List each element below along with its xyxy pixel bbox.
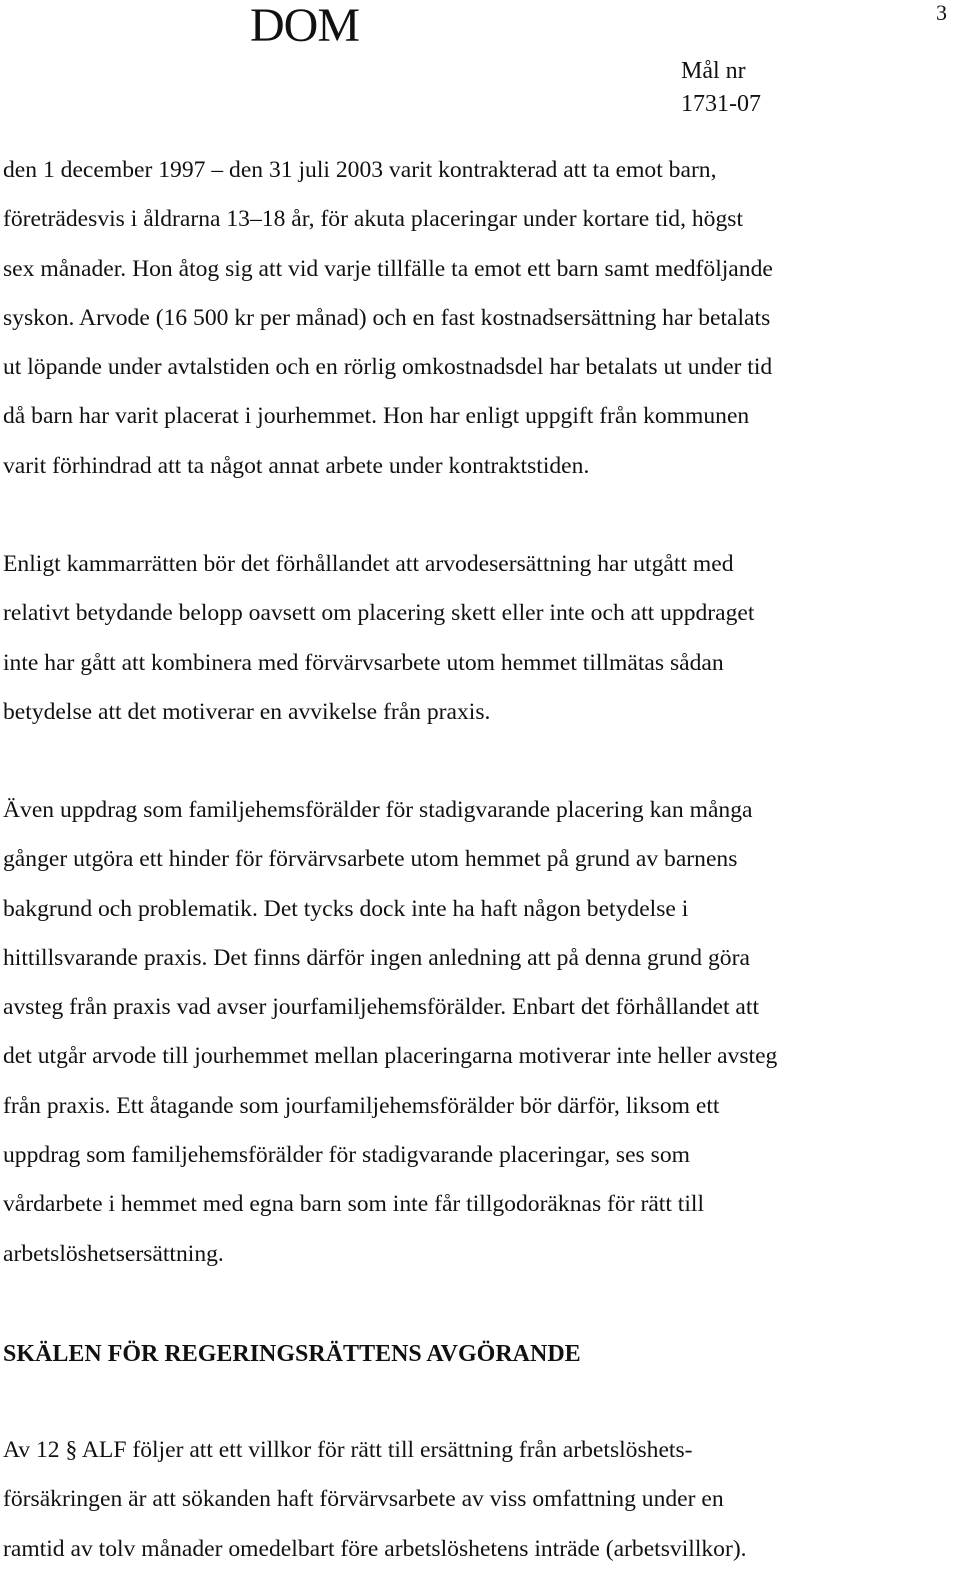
paragraph-contract-details [3,146,948,491]
text-line: ramtid av tolv månader omedelbart före arbetslöshetens inträde (arbetsvillkor). [3,1535,747,1562]
text-line: relativt betydande belopp oavsett om placering skett eller inte och att uppdraget [3,600,755,627]
text-line: företrädesvis i åldrarna 13–18 år, för akuta placeringar under kortare tid, högst [3,206,744,233]
text-line: ut löpande under avtalstiden och en rörlig omkostnadsdel har betalats ut under tid [3,354,773,381]
text-line: Av 12 § ALF följer att ett villkor för rätt till ersättning från arbetslöshets- [3,1437,693,1463]
paragraph-foster-parent-assignment [3,786,948,1279]
text-line: betydelse att det motiverar en avvikelse från praxis. [3,698,491,725]
text-line: den 1 december 1997 – den 31 juli 2003 varit kontrakterad att ta emot barn, [3,157,717,183]
page-number: 3 [936,0,947,25]
section-heading: SKÄLEN FÖR REGERINGSRÄTTENS AVGÖRANDE [3,1341,581,1367]
text-line: syskon. Arvode (16 500 kr per månad) och en fast kostnadsersättning har betalats [3,304,771,331]
text-line: uppdrag som familjehemsförälder för stadigvarande placeringar, ses som [3,1142,690,1169]
document-title: DOM [250,0,360,52]
text-line: gånger utgöra ett hinder för förvärvsarbete utom hemmet på grund av barnens [3,846,738,873]
text-line: då barn har varit placerat i jourhemmet. Hon har enligt uppgift från kommunen [3,403,750,430]
text-line: Enligt kammarrätten bör det förhållandet att arvodesersättning har utgått med [3,551,734,577]
text-line: Även uppdrag som familjehemsförälder för stadigvarande placering kan många [3,797,753,823]
text-line: avsteg från praxis vad avser jourfamiljehemsförälder. Enbart det förhållandet att [3,994,760,1021]
text-line: hittillsvarande praxis. Det finns därför ingen anledning att på denna grund göra [3,944,750,971]
text-line: inte har gått att kombinera med förvärvsarbete utom hemmet tillmätas sådan [3,649,724,676]
paragraph-alf-section-12 [3,1426,948,1574]
text-line: varit förhindrad att ta något annat arbete under kontraktstiden. [3,452,590,479]
case-number: 1731-07 [681,91,761,117]
text-line: bakgrund och problematik. Det tycks dock inte ha haft någon betydelse i [3,895,689,922]
case-number-label: Mål nr [681,58,746,84]
paragraph-court-of-appeal-view [3,540,948,737]
text-line: från praxis. Ett åtagande som jourfamiljehemsförälder bör därför, liksom ett [3,1092,720,1119]
text-line: arbetslöshetsersättning. [3,1240,224,1267]
text-line: försäkringen är att sökanden haft förvärvsarbete av viss omfattning under en [3,1486,724,1513]
text-line: det utgår arvode till jourhemmet mellan placeringarna motiverar inte heller avsteg [3,1043,778,1070]
text-line: vårdarbete i hemmet med egna barn som inte får tillgodoräknas för rätt till [3,1191,705,1218]
text-line: sex månader. Hon åtog sig att vid varje tillfälle ta emot ett barn samt medföljande [3,255,773,282]
